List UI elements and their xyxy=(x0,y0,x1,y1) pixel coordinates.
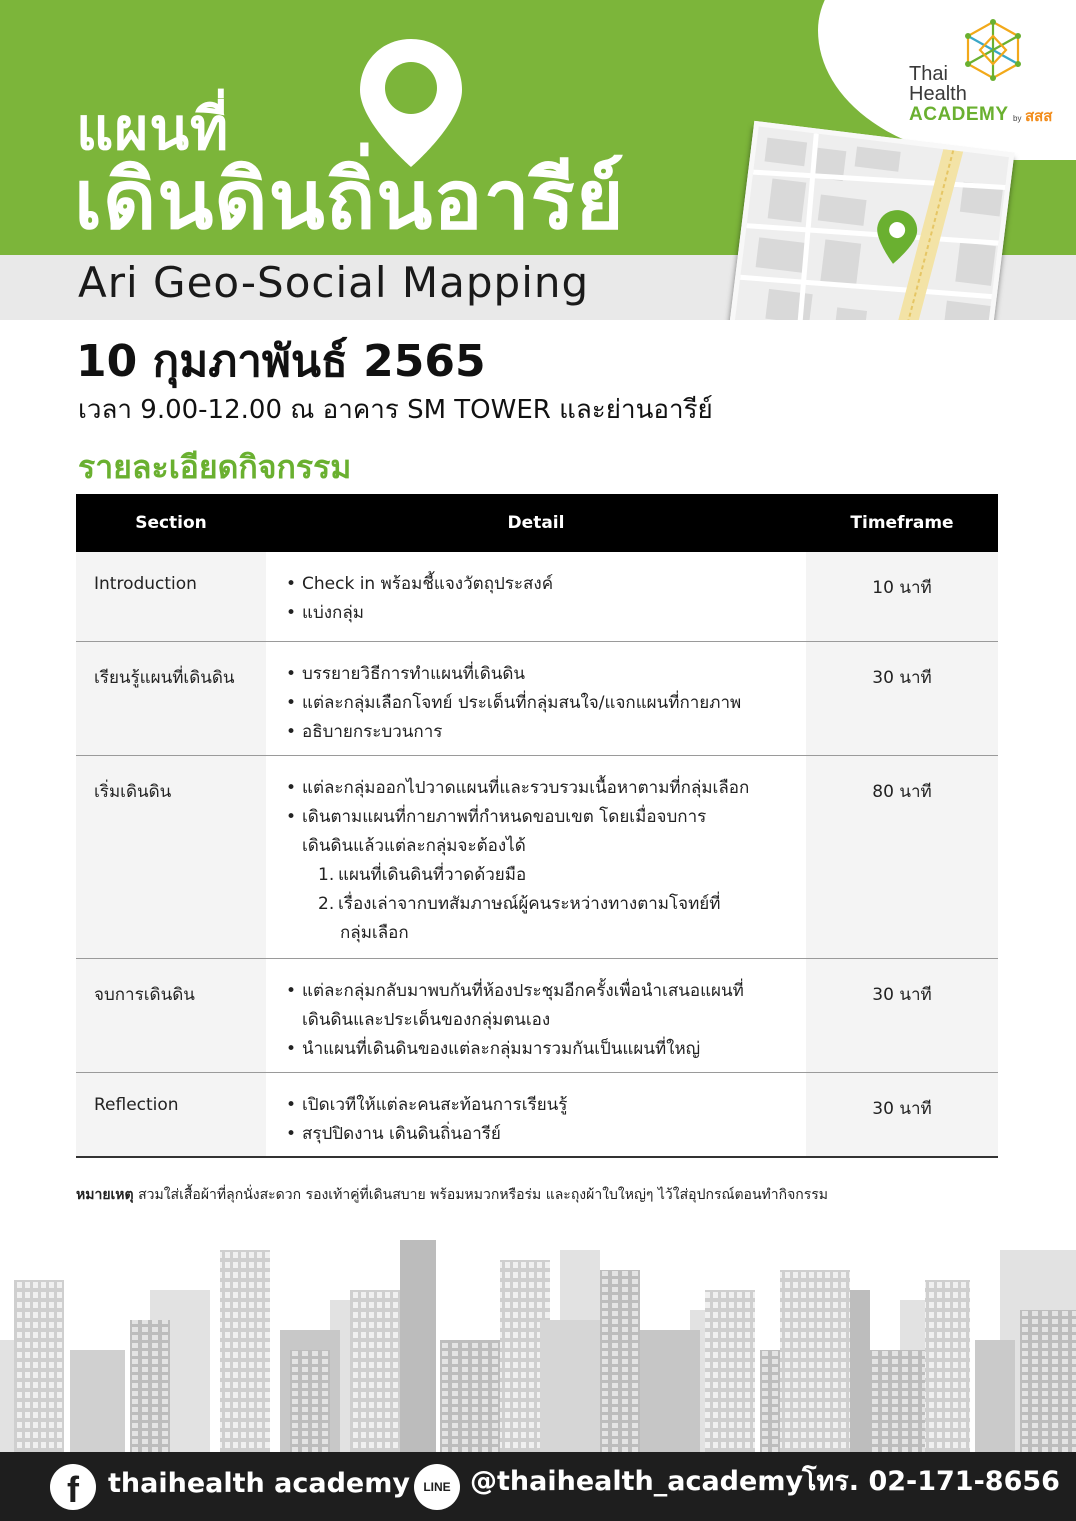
title-line-1: แผนที่ xyxy=(76,95,230,163)
activity-details-heading: รายละเอียดกิจกรรม xyxy=(78,448,352,486)
event-time-place: เวลา 9.00-12.00 ณ อาคาร SM TOWER และย่านอารีย์ xyxy=(78,395,713,425)
note xyxy=(76,1184,1036,1206)
list-item-continuation: เดินดินและประเด็นของกลุ่มตนเอง xyxy=(302,1010,551,1030)
table-row xyxy=(76,959,998,1073)
row-timeframe: 30 นาที xyxy=(806,959,998,1072)
list-item: • แบ่งกลุ่ม xyxy=(286,599,806,628)
header-detail: Detail xyxy=(507,513,565,533)
title-line-2: เดินดินถิ่นอารีย์ xyxy=(74,153,625,248)
table-row xyxy=(76,642,998,756)
row-timeframe: 10 นาที xyxy=(806,552,998,641)
header-section: Section xyxy=(135,513,207,533)
row-detail xyxy=(266,756,806,958)
list-item: • บรรยายวิธีการทำแผนที่เดินดิน xyxy=(286,660,806,689)
thai-health-academy-logo xyxy=(905,18,1076,133)
list-item: • แต่ละกลุ่มเลือกโจทย์ ประเด็นที่กลุ่มสนใจ/แจกแผนที่กายภาพ xyxy=(286,689,806,718)
row-timeframe: 80 นาที xyxy=(806,756,998,958)
list-item: • อธิบายกระบวนการ xyxy=(286,718,806,747)
list-item: • สรุปปิดงาน เดินดินถิ่นอารีย์ xyxy=(286,1120,806,1149)
note-label: หมายเหตุ xyxy=(76,1187,134,1203)
network-logo-icon xyxy=(960,18,1026,84)
table-row xyxy=(76,756,998,959)
row-section: เรียนรู้แผนที่เดินดิน xyxy=(76,642,266,755)
list-item: • แต่ละกลุ่มกลับมาพบกันที่ห้องประชุมอีกครั้งเพื่อนำเสนอแผนที่ xyxy=(286,977,806,1006)
line-handle[interactable]: @thaihealth_academy xyxy=(470,1466,804,1497)
list-item: • เปิดเวทีให้แต่ละคนสะท้อนการเรียนรู้ xyxy=(286,1091,806,1120)
row-section: เริ่มเดินดิน xyxy=(76,756,266,958)
row-section: Reflection xyxy=(76,1073,266,1156)
city-skyline-illustration xyxy=(0,1230,1076,1452)
note-text: สวมใส่เสื้อผ้าที่ลุกนั่งสะดวก รองเท้าคู่ที่เดินสบาย พร้อมหมวกหรือร่ม และถุงผ้าใบใหญ่ๆ ไว้ใส่อุปกรณ์ตอนทำกิจกรรม xyxy=(133,1187,829,1203)
map-illustration xyxy=(732,126,1015,320)
footer-contact-bar xyxy=(0,1452,1076,1521)
sub-list-number: 1. xyxy=(318,865,335,885)
facebook-glyph: f xyxy=(67,1469,79,1510)
table-row xyxy=(76,1073,998,1158)
logo-text-thai: Thai xyxy=(909,63,948,85)
row-section: Introduction xyxy=(76,552,266,641)
row-detail xyxy=(266,642,806,755)
logo-by: by xyxy=(1013,114,1022,123)
sub-list-item xyxy=(286,861,806,890)
row-detail xyxy=(266,959,806,1072)
subtitle: Ari Geo-Social Mapping xyxy=(78,258,590,307)
table-row xyxy=(76,552,998,642)
row-timeframe: 30 นาที xyxy=(806,1073,998,1156)
header-banner xyxy=(0,0,1076,320)
sub-list-number: 2. xyxy=(318,894,335,914)
sub-list-continuation: กลุ่มเลือก xyxy=(340,923,409,943)
row-timeframe: 30 นาที xyxy=(806,642,998,755)
line-icon-label: LINE xyxy=(423,1480,451,1494)
list-item: • นำแผนที่เดินดินของแต่ละกลุ่มมารวมกันเป็นแผนที่ใหญ่ xyxy=(286,1035,806,1064)
row-detail xyxy=(266,552,806,641)
list-item: • เดินตามแผนที่กายภาพที่กำหนดขอบเขต โดยเมื่อจบการ xyxy=(286,803,806,832)
list-item: • แต่ละกลุ่มออกไปวาดแผนที่และรวบรวมเนื้อหาตามที่กลุ่มเลือก xyxy=(286,774,806,803)
schedule-table xyxy=(76,494,998,1158)
sub-list-text: เรื่องเล่าจากบทสัมภาษณ์ผู้คนระหว่างทางตามโจทย์ที่ xyxy=(338,894,721,914)
line-icon xyxy=(414,1464,460,1510)
event-date: 10 กุมภาพันธ์ 2565 xyxy=(76,336,486,387)
header-timeframe: Timeframe xyxy=(850,513,954,533)
sub-list-item xyxy=(286,890,806,919)
map-image xyxy=(728,121,1015,320)
list-item-continuation: เดินดินแล้วแต่ละกลุ่มจะต้องได้ xyxy=(302,836,526,856)
logo-partner: สสส xyxy=(1025,107,1053,125)
telephone-number[interactable]: โทร. 02-171-8656 xyxy=(802,1466,1060,1497)
logo-text-health: Health xyxy=(909,83,967,105)
list-item: • Check in พร้อมชี้แจงวัตถุประสงค์ xyxy=(286,570,806,599)
location-pin-icon xyxy=(355,35,467,171)
row-detail xyxy=(266,1073,806,1156)
facebook-icon xyxy=(50,1464,96,1510)
table-header xyxy=(76,494,998,552)
logo-text-academy: ACADEMY xyxy=(909,104,1009,125)
facebook-handle[interactable]: thaihealth academy xyxy=(108,1468,410,1499)
row-section: จบการเดินดิน xyxy=(76,959,266,1072)
sub-list-text: แผนที่เดินดินที่วาดด้วยมือ xyxy=(338,865,527,885)
